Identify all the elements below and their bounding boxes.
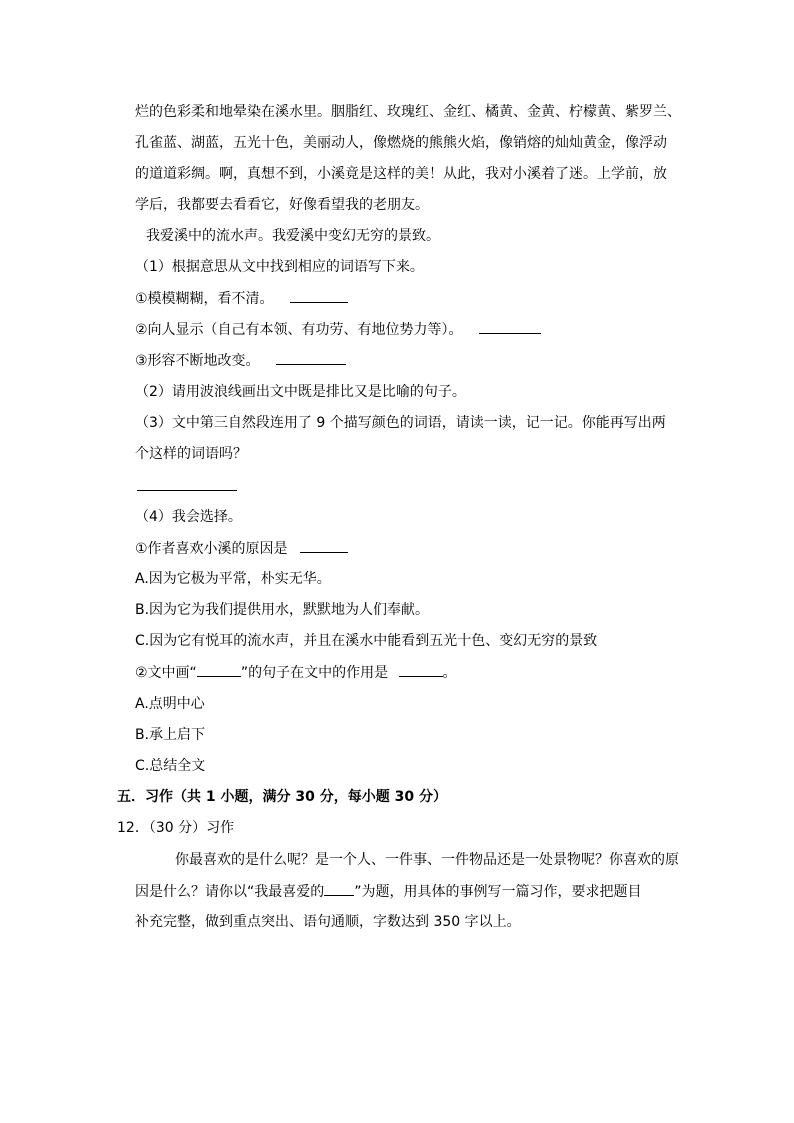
quoted-blank (197, 664, 241, 677)
question-prompt: 个这样的词语吗？ (135, 446, 247, 462)
answer-blank[interactable] (290, 290, 348, 303)
writing-prompt-line: 你最喜欢的是什么呢？是一个人、一件事、一件物品还是一处景物呢？你喜欢的原 (175, 852, 679, 868)
prompt-text: 因是什么？请你以“我最喜爱的 (135, 884, 325, 900)
writing-prompt-line (135, 883, 642, 900)
section-heading: 五．习作（共 1 小题，满分 30 分，每小题 30 分） (117, 789, 447, 805)
option-c[interactable]: C.因为它有悦耳的流水声，并且在溪水中能看到五光十色、变幻无穷的景致 (135, 633, 598, 649)
passage-line: 学后，我都要去看看它，好像看望我的老朋友。 (135, 197, 429, 213)
answer-blank[interactable] (399, 664, 443, 677)
sub-question-text: ①作者喜欢小溪的原因是 (135, 541, 288, 557)
answer-blank[interactable] (137, 478, 237, 491)
question-prompt: （3）文中第三自然段连用了 9 个描写颜色的词语，请读一读，记一记。你能再写出两 (135, 415, 666, 431)
question-item (135, 352, 346, 369)
question-item (135, 290, 348, 307)
sub-question (135, 664, 457, 681)
period: 。 (442, 665, 457, 681)
option-a[interactable]: A.点明中心 (135, 696, 205, 712)
option-b[interactable]: B.承上启下 (135, 727, 206, 743)
item-text: ③形容不断地改变。 (135, 353, 260, 369)
passage-line: 的道道彩绸。啊，真想不到，小溪竟是这样的美！从此，我对小溪着了迷。上学前，放 (135, 166, 667, 182)
sub-question (135, 540, 348, 557)
question-prompt: （4）我会选择。 (135, 509, 242, 525)
writing-prompt-line: 补充完整，做到重点突出、语句通顺，字数达到 350 字以上。 (135, 914, 521, 930)
passage-line: 烂的色彩柔和地晕染在溪水里。胭脂红、玫瑰红、金红、橘黄、金黄、柠檬黄、紫罗兰、 (135, 104, 681, 120)
answer-line[interactable] (137, 478, 237, 495)
answer-blank[interactable] (276, 352, 346, 365)
sub-question-text: ②文中画“ (135, 665, 197, 681)
option-c[interactable]: C.总结全文 (135, 758, 206, 774)
question-prompt: （2）请用波浪线画出文中既是排比又是比喻的句子。 (135, 384, 466, 400)
title-blank (324, 883, 354, 896)
sub-question-text: ”的句子在文中的作用是 (240, 665, 389, 681)
item-text: ①模模糊糊，看不清。 (135, 291, 274, 307)
prompt-text: ”为题，用具体的事例写一篇习作，要求把题目 (354, 884, 642, 900)
answer-blank[interactable] (479, 321, 541, 334)
passage-line: 我爱溪中的流水声。我爱溪中变幻无穷的景致。 (146, 228, 440, 244)
question-title: 12．（30 分）习作 (117, 820, 235, 836)
option-a[interactable]: A.因为它极为平常，朴实无华。 (135, 571, 331, 587)
passage-line: 孔雀蓝、湖蓝，五光十色，美丽动人，像燃烧的熊熊火焰，像销熔的灿灿黄金，像浮动 (135, 135, 667, 151)
item-text: ②向人显示（自己有本领、有功劳、有地位势力等）。 (135, 322, 463, 338)
question-prompt: （1）根据意思从文中找到相应的词语写下来。 (135, 259, 424, 275)
question-item (135, 321, 541, 338)
option-b[interactable]: B.因为它为我们提供用水，默默地为人们奉献。 (135, 602, 430, 618)
answer-blank[interactable] (300, 540, 348, 553)
